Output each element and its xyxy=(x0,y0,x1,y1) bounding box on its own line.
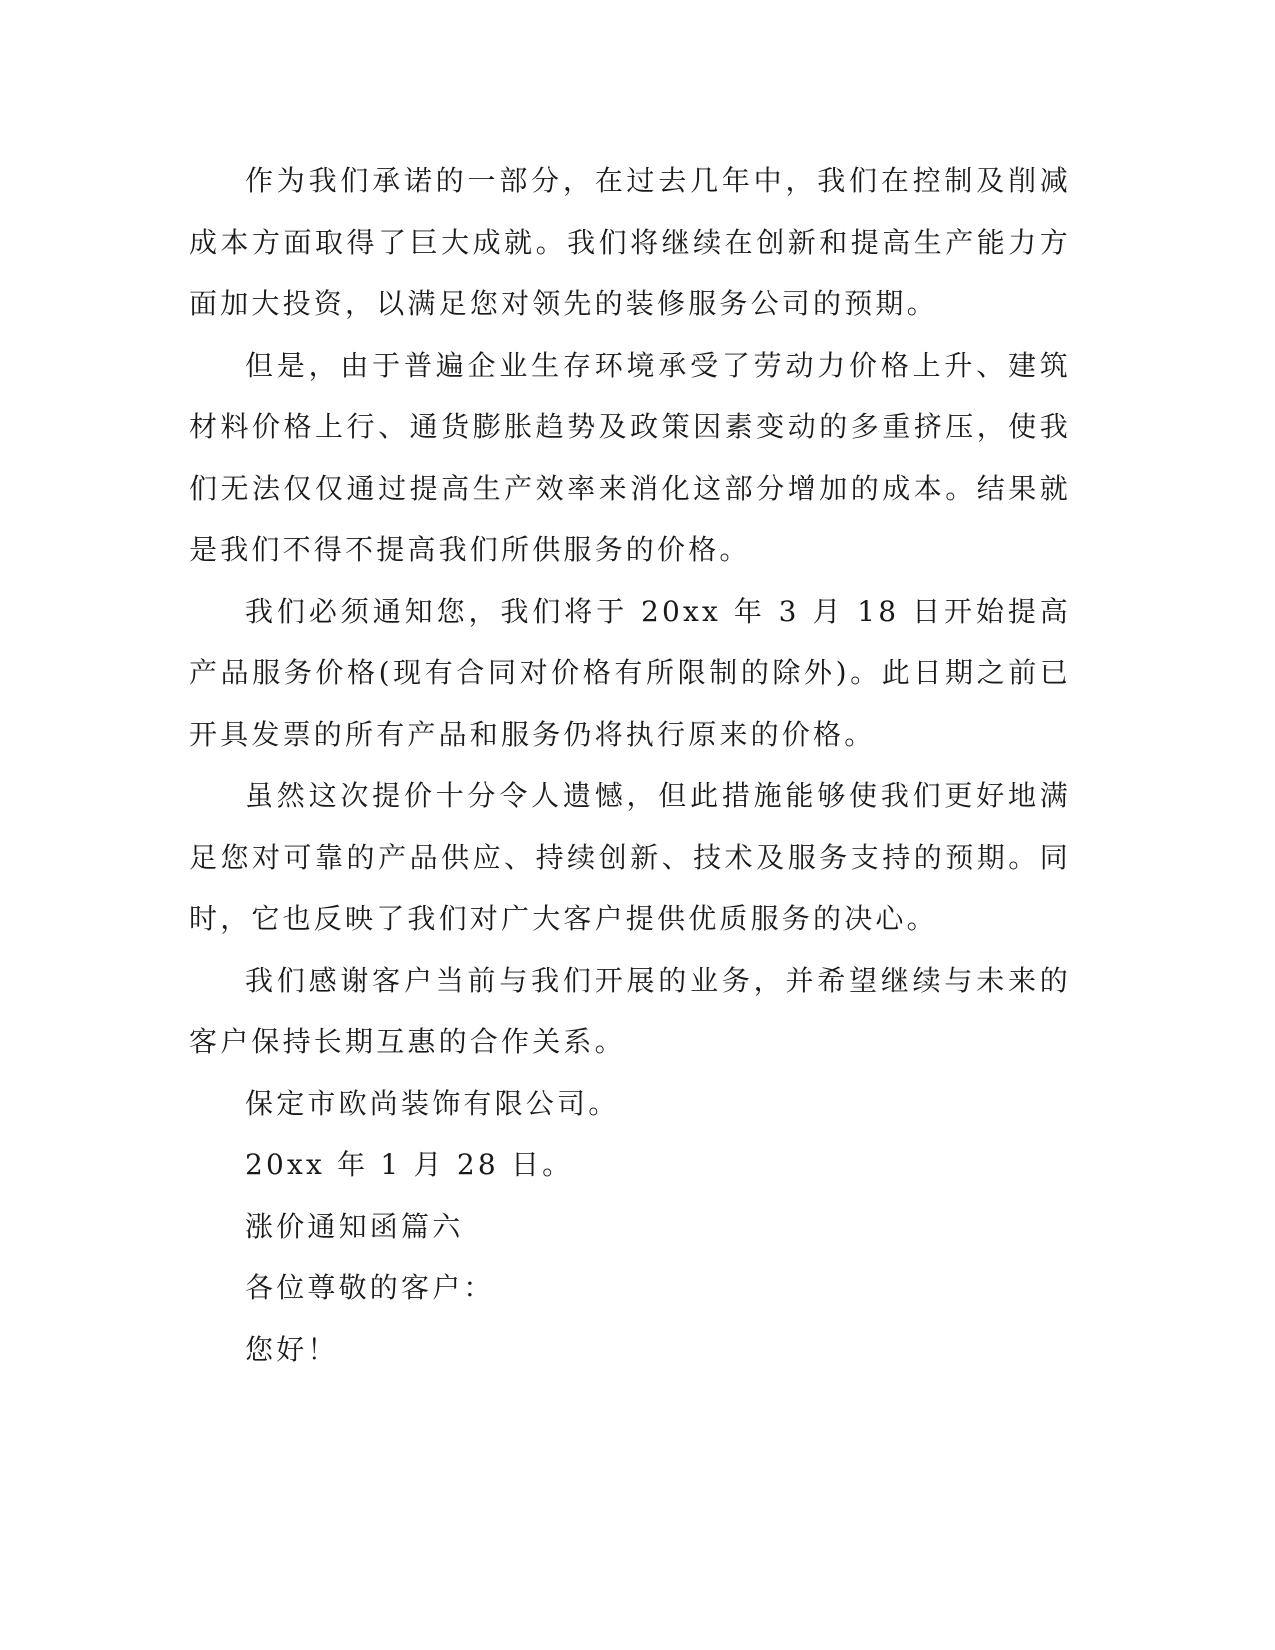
paragraph-price-increase-notice: 我们必须通知您，我们将于 20xx 年 3 月 18 日开始提高产品服务价格(现有合同对价格有所限制的除外)。此日期之前已开具发票的所有产品和服务仍将执行原来的价格。 xyxy=(189,594,1071,751)
paragraph-cost-reduction: 作为我们承诺的一部分，在过去几年中，我们在控制及削减成本方面取得了巨大成就。我们将继续在创新和提高生产能力方面加大投资，以满足您对领先的装修服务公司的预期。 xyxy=(189,164,1071,320)
paragraph-thanks: 我们感谢客户当前与我们开展的业务，并希望继续与未来的客户保持长期互惠的合作关系。 xyxy=(189,963,1071,1058)
section-title: 涨价通知函篇六 xyxy=(245,1209,464,1243)
paragraph-cost-pressure: 但是，由于普遍企业生存环境承受了劳动力价格上升、建筑材料价格上行、通货膨胀趋势及政策因素变动的多重挤压，使我们无法仅仅通过提高生产效率来消化这部分增加的成本。结果就是我们不得不提高我们所供服务的价格。 xyxy=(189,348,1071,566)
company-signature: 保定市欧尚装饰有限公司。 xyxy=(245,1086,620,1120)
document-page xyxy=(189,150,1071,1380)
paragraph-regret: 虽然这次提价十分令人遗憾，但此措施能够使我们更好地满足您对可靠的产品供应、持续创新、技术及服务支持的预期。同时，它也反映了我们对广大客户提供优质服务的决心。 xyxy=(189,779,1071,935)
salutation: 各位尊敬的客户： xyxy=(245,1271,495,1304)
signature-date: 20xx 年 1 月 28 日。 xyxy=(245,1148,574,1181)
greeting: 您好！ xyxy=(245,1332,339,1366)
